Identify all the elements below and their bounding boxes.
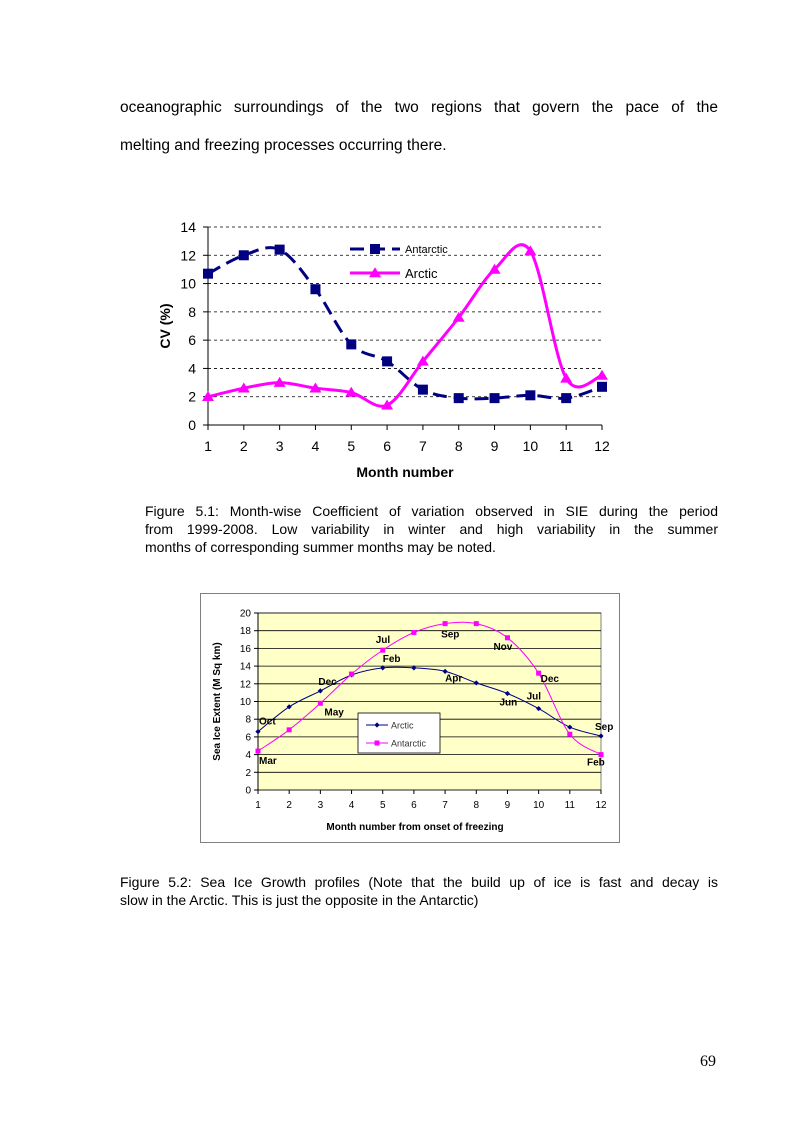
x-tick-label: 7 [442,800,448,811]
y-tick-label: 14 [180,219,196,235]
x-tick-label: 8 [473,800,480,811]
data-point [490,393,500,403]
legend-marker [375,741,380,746]
x-tick-label: 8 [454,438,463,454]
y-tick-label: 4 [188,360,196,377]
data-point [596,370,608,380]
y-tick-label: 10 [239,697,251,708]
point-label: Sep [595,722,614,734]
x-tick-label: 12 [594,438,610,454]
point-label: Dec [318,676,337,688]
y-tick-label: 8 [245,714,251,726]
y-axis-label: CV (%) [157,303,173,349]
data-point [567,732,572,737]
point-label: Feb [382,653,401,665]
y-tick-label: 0 [245,785,251,797]
x-tick-label: 1 [255,800,261,811]
data-point [382,356,392,366]
figure-5-1-caption [145,502,718,556]
x-tick-label: 2 [239,438,248,454]
x-tick-label: 9 [490,438,499,454]
data-point [418,385,428,395]
data-point [318,701,323,706]
data-point [203,269,213,279]
caption-line: Figure 5.1: Month-wise Coefficient of variation observed in SIE during the period [145,503,718,519]
page-number: 69 [700,1053,716,1070]
y-tick-label: 20 [239,608,251,620]
point-label: Sep [441,629,460,641]
y-tick-label: 2 [188,388,196,405]
y-tick-label: 12 [180,247,196,264]
y-tick-label: 18 [239,626,251,638]
data-point [505,635,510,640]
point-label: Apr [445,673,463,685]
point-label: Oct [259,716,276,728]
x-tick-label: 7 [419,438,427,454]
x-tick-label: 5 [347,438,356,454]
caption-line: Figure 5.2: Sea Ice Growth profiles (Note that the build up of ice is fast and decay is [120,874,718,890]
data-point [380,648,385,653]
caption-line: slow in the Arctic. This is just the opposite in the Antarctic) [120,892,479,908]
data-point [411,630,416,635]
data-point [560,373,572,383]
figure-5-2-caption [120,873,718,909]
data-point [597,382,607,392]
x-tick-label: 3 [317,800,324,811]
data-point [599,752,604,757]
x-tick-label: 9 [504,800,511,811]
legend-label: Antarctic [391,738,427,749]
figure-5-1-chart [150,215,630,490]
y-tick-label: 16 [239,643,251,655]
x-tick-label: 6 [383,438,391,454]
data-point [287,727,292,732]
legend-label: Arctic [405,266,438,281]
x-tick-label: 4 [311,438,320,454]
y-tick-label: 0 [188,417,196,433]
y-tick-label: 8 [188,303,196,320]
data-point [256,749,261,754]
y-tick-label: 10 [180,275,196,292]
point-label: Jul [526,691,542,703]
x-tick-label: 4 [348,800,355,811]
body-paragraph [120,89,718,165]
paragraph-line: melting and freezing processes occurring there. [120,137,447,154]
point-label: Jun [499,697,518,709]
x-tick-label: 3 [275,438,284,454]
point-label: Feb [587,757,605,769]
point-label: Mar [259,756,277,768]
x-tick-label: 10 [533,800,545,811]
x-tick-label: 10 [522,438,539,454]
x-tick-label: 11 [564,800,576,811]
y-tick-label: 14 [239,661,251,673]
data-point [525,390,535,400]
x-tick-label: 12 [595,800,607,811]
paragraph-line: oceanographic surroundings of the two regions that govern the pace of the [120,99,718,116]
y-tick-label: 6 [188,332,196,349]
point-label: Jul [375,635,391,647]
x-tick-label: 2 [286,800,292,811]
x-tick-label: 1 [204,438,212,454]
legend-marker [370,244,380,254]
data-point [310,284,320,294]
x-tick-label: 5 [379,800,386,811]
x-axis-label: Month number [356,464,454,480]
y-tick-label: 2 [245,767,251,779]
y-axis-label: Sea Ice Extent (M Sq km) [212,642,223,761]
point-label: Nov [493,641,513,653]
point-label: Dec [540,674,559,686]
x-tick-label: 11 [558,438,574,454]
data-point [346,339,356,349]
data-point [474,621,479,626]
x-axis-label: Month number from onset of freezing [326,822,504,833]
caption-line: months of corresponding summer months may be noted. [145,539,496,555]
point-label: May [324,707,344,719]
caption-line: from 1999-2008. Low variability in winter and high variability in the summer [145,521,718,537]
data-point [275,245,285,255]
x-tick-label: 6 [411,800,417,811]
data-point [454,393,464,403]
y-tick-label: 6 [245,732,251,744]
data-point [561,393,571,403]
figure-5-2-chart [200,593,620,843]
legend-label: Arctic [391,720,414,731]
data-point [239,250,249,260]
data-point [443,621,448,626]
y-tick-label: 4 [245,750,251,762]
data-point [349,672,354,677]
legend-label: Antarctic [405,244,448,256]
y-tick-label: 12 [239,679,251,691]
